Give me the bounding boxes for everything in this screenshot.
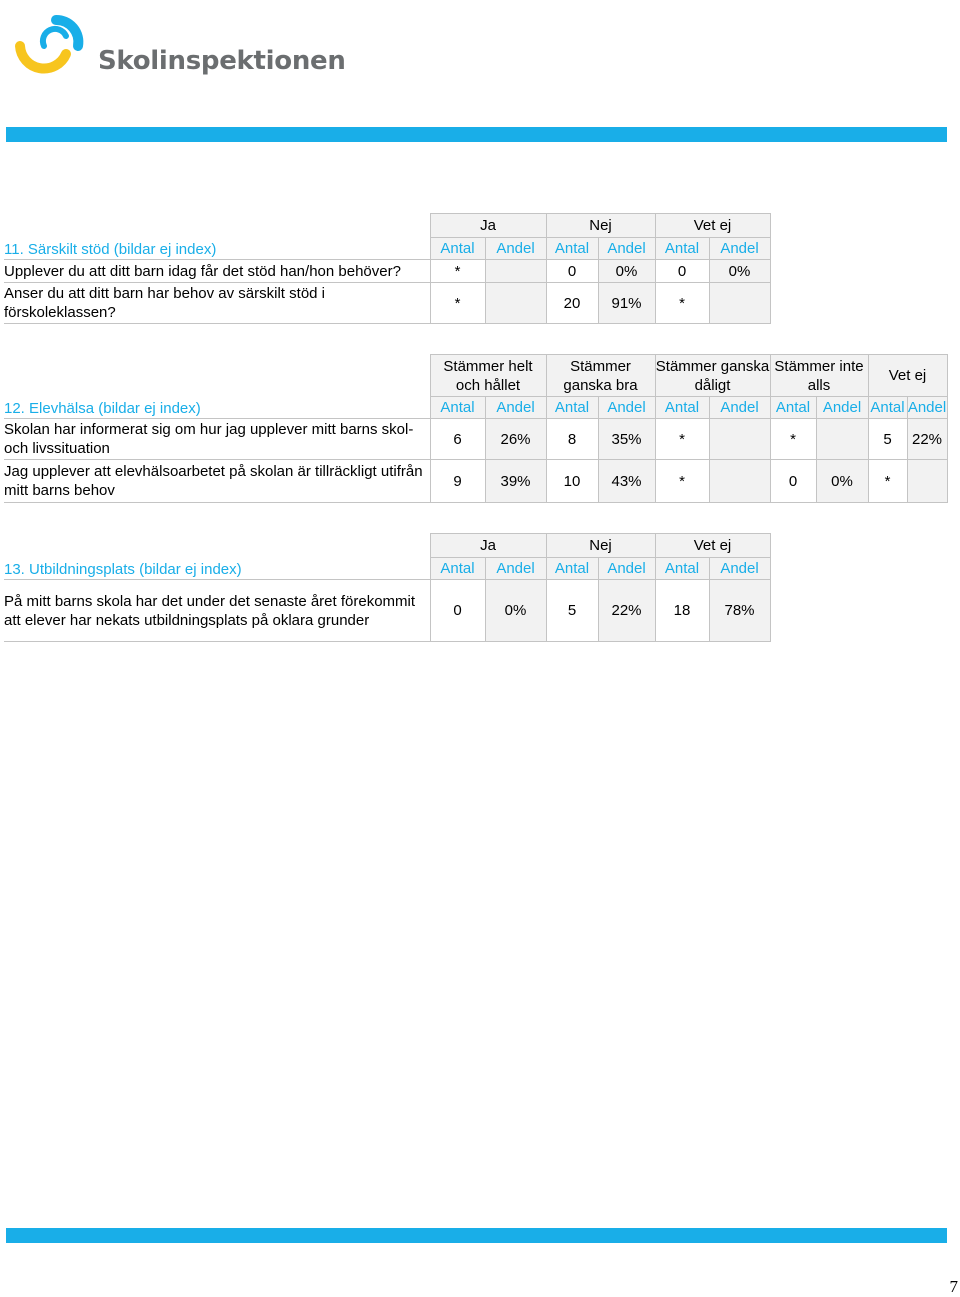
cell-value: 0% <box>485 580 546 642</box>
bottom-color-band <box>6 1228 947 1243</box>
column-header: Antal <box>655 558 709 580</box>
table-section-12 <box>4 354 948 503</box>
group-header: Stämmer inte alls <box>770 355 868 397</box>
column-header: Antal <box>868 397 907 419</box>
subheader-row <box>4 558 770 580</box>
cell-value <box>709 283 770 324</box>
group-header: Ja <box>430 214 546 238</box>
question-text: Upplever du att ditt barn idag får det stöd han/hon behöver? <box>4 260 430 283</box>
column-header: Andel <box>709 558 770 580</box>
cell-value <box>709 460 770 503</box>
column-header: Antal <box>546 397 598 419</box>
cell-value: 43% <box>598 460 655 503</box>
column-header: Antal <box>770 397 816 419</box>
skolinspektionen-logo <box>14 6 346 86</box>
cell-value: * <box>770 419 816 460</box>
table-section-11 <box>4 213 771 324</box>
column-header: Andel <box>816 397 868 419</box>
column-header: Andel <box>485 397 546 419</box>
table-row <box>4 580 770 642</box>
cell-value: 26% <box>485 419 546 460</box>
section-title: 13. Utbildningsplats (bildar ej index) <box>4 558 430 580</box>
cell-value: 20 <box>546 283 598 324</box>
group-header: Vet ej <box>655 534 770 558</box>
section-title: 12. Elevhälsa (bildar ej index) <box>4 397 430 419</box>
cell-value <box>485 283 546 324</box>
group-header-row <box>4 214 770 238</box>
group-header: Vet ej <box>868 355 947 397</box>
cell-value: 91% <box>598 283 655 324</box>
group-header-row <box>4 355 947 397</box>
question-text: Jag upplever att elevhälsoarbetet på skolan är tillräckligt utifrån mitt barns behov <box>4 460 430 503</box>
table-section-13 <box>4 533 771 642</box>
top-color-band <box>6 127 947 142</box>
cell-value: 6 <box>430 419 485 460</box>
table-row <box>4 460 947 503</box>
cell-value <box>709 419 770 460</box>
column-header: Antal <box>655 238 709 260</box>
cell-value: 39% <box>485 460 546 503</box>
cell-value: 5 <box>546 580 598 642</box>
column-header: Andel <box>598 558 655 580</box>
cell-value: 0% <box>598 260 655 283</box>
column-header: Andel <box>485 558 546 580</box>
cell-value: * <box>430 260 485 283</box>
column-header: Antal <box>655 397 709 419</box>
column-header: Andel <box>907 397 947 419</box>
group-header: Nej <box>546 214 655 238</box>
cell-value: 0 <box>430 580 485 642</box>
table-row <box>4 419 947 460</box>
cell-value <box>907 460 947 503</box>
cell-value: * <box>655 419 709 460</box>
cell-value: 35% <box>598 419 655 460</box>
cell-value: 10 <box>546 460 598 503</box>
column-header: Andel <box>598 238 655 260</box>
group-header: Vet ej <box>655 214 770 238</box>
cell-value: 78% <box>709 580 770 642</box>
cell-value: 8 <box>546 419 598 460</box>
cell-value: * <box>655 283 709 324</box>
group-header-row <box>4 534 770 558</box>
column-header: Andel <box>709 397 770 419</box>
logo-swirl-icon <box>14 6 94 78</box>
group-header: Stämmer ganska bra <box>546 355 655 397</box>
question-text: Skolan har informerat sig om hur jag upplever mitt barns skol- och livssituation <box>4 419 430 460</box>
column-header: Antal <box>546 558 598 580</box>
logo-text: Skolinspektionen <box>98 46 346 76</box>
group-header: Stämmer ganska dåligt <box>655 355 770 397</box>
cell-value <box>485 260 546 283</box>
cell-value: 22% <box>907 419 947 460</box>
column-header: Antal <box>430 558 485 580</box>
group-header: Ja <box>430 534 546 558</box>
cell-value: 0% <box>709 260 770 283</box>
table-row <box>4 283 770 324</box>
question-text: Anser du att ditt barn har behov av särskilt stöd i förskoleklassen? <box>4 283 430 324</box>
cell-value: * <box>655 460 709 503</box>
cell-value: 0 <box>770 460 816 503</box>
cell-value: 9 <box>430 460 485 503</box>
column-header: Antal <box>430 238 485 260</box>
subheader-row <box>4 238 770 260</box>
cell-value: 5 <box>868 419 907 460</box>
table-row <box>4 260 770 283</box>
column-header: Andel <box>709 238 770 260</box>
section-title: 11. Särskilt stöd (bildar ej index) <box>4 238 430 260</box>
page-number: 7 <box>949 1277 958 1296</box>
group-header: Nej <box>546 534 655 558</box>
column-header: Antal <box>430 397 485 419</box>
cell-value: 0 <box>655 260 709 283</box>
column-header: Andel <box>485 238 546 260</box>
cell-value: 0 <box>546 260 598 283</box>
column-header: Andel <box>598 397 655 419</box>
cell-value: 22% <box>598 580 655 642</box>
cell-value: 18 <box>655 580 709 642</box>
cell-value: * <box>868 460 907 503</box>
column-header: Antal <box>546 238 598 260</box>
subheader-row <box>4 397 947 419</box>
group-header: Stämmer helt och hållet <box>430 355 546 397</box>
cell-value: 0% <box>816 460 868 503</box>
cell-value: * <box>430 283 485 324</box>
question-text: På mitt barns skola har det under det senaste året förekommit att elever har nekats utbildningsplats på oklara grunder <box>4 580 430 642</box>
cell-value <box>816 419 868 460</box>
